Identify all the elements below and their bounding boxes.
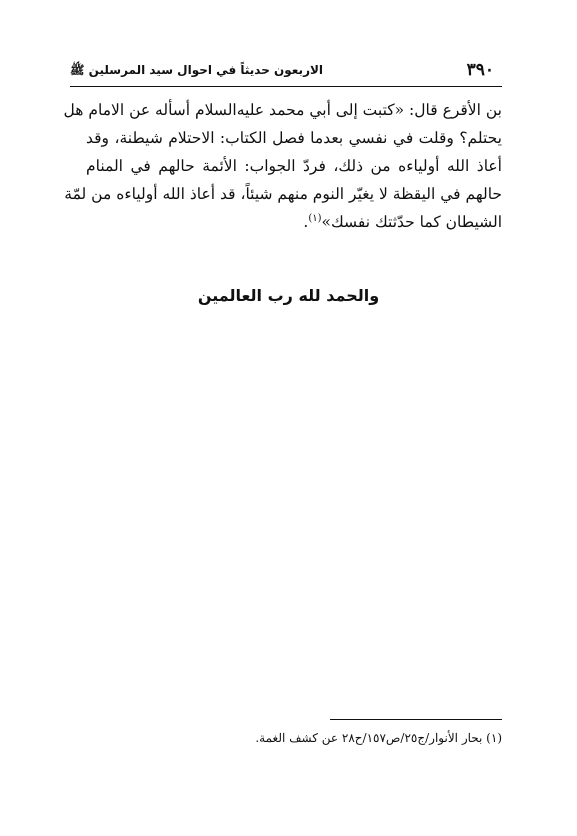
header-rule	[70, 86, 502, 87]
footnote: (١) بحار الأنوار/ج٢٥/ص١٥٧/ح٢٨ عن كشف الغمة.	[255, 731, 502, 745]
page-number: ٣٩٠	[466, 60, 494, 80]
body-paragraph	[63, 96, 502, 236]
body-line-last	[86, 208, 502, 236]
final-period: .	[303, 213, 309, 231]
body-line: الشيطان كما حدّثتك نفسك»	[321, 213, 502, 231]
body-line: أعاذ الله أولياءه من ذلك، فردّ الجواب: الأئمة حالهم في المنام	[86, 157, 502, 175]
body-line: بن الأقرع قال: «كتبت إلى أبي محمد عليه‌السلام أسأله عن الامام هل	[63, 101, 502, 119]
footnote-separator	[330, 719, 502, 720]
closing-doxology: والحمد لله رب العالمين	[197, 286, 380, 305]
running-title: الاربعون حديثاً في احوال سيد المرسلين ﷺ	[70, 63, 324, 77]
footnote-marker: (١)	[308, 212, 322, 224]
body-line: حالهم في اليقظة لا يغيّر النوم منهم شيئاً، قد أعاذ الله أولياءه من لمّة	[64, 185, 502, 203]
page-header	[70, 60, 502, 84]
body-line: يحتلم؟ وقلت في نفسي بعدما فصل الكتاب: الاحتلام شيطنة، وقد	[86, 129, 502, 147]
